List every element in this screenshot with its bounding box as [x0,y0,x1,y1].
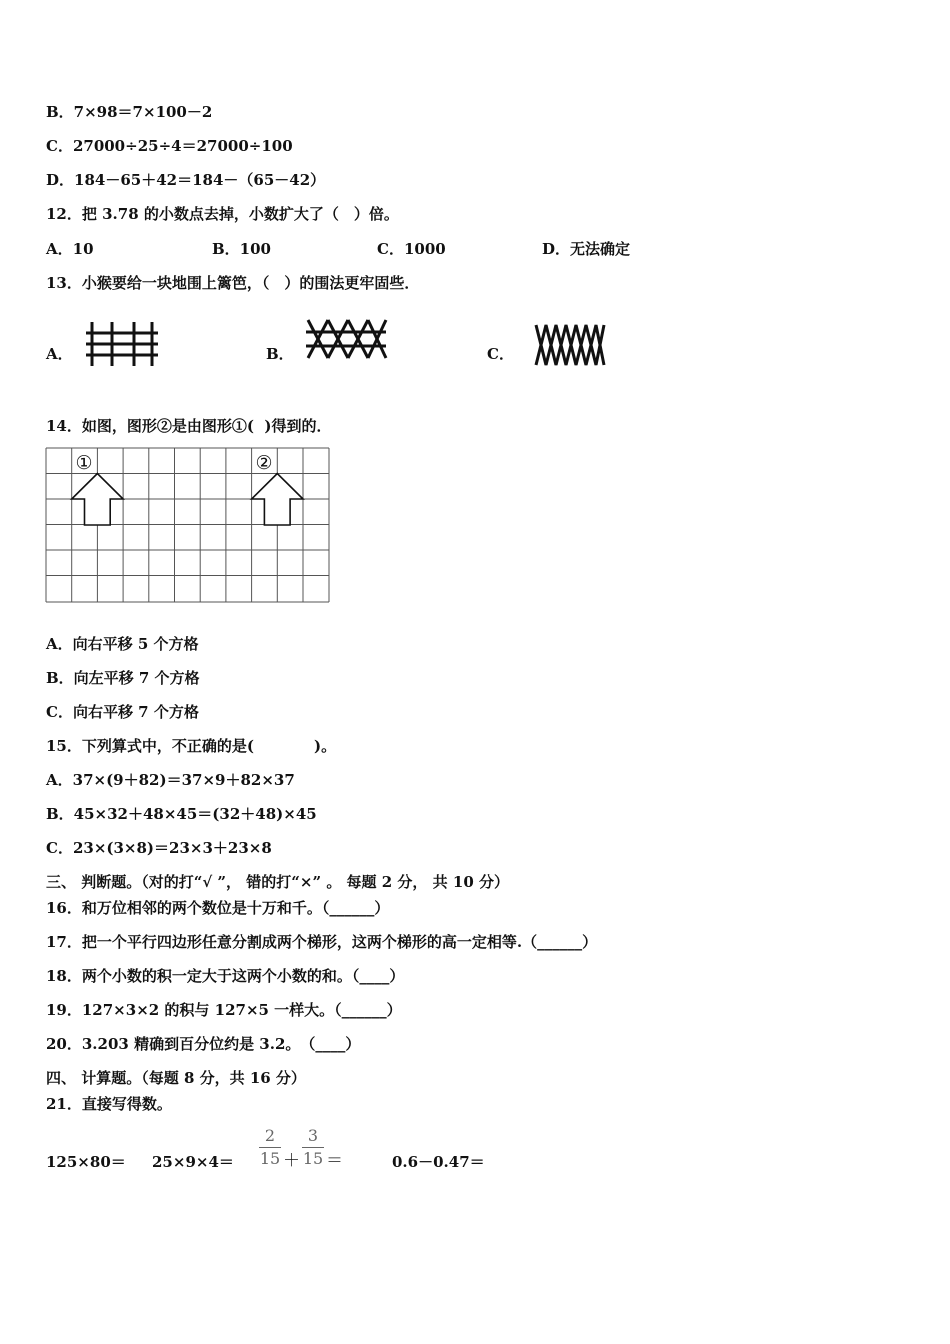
q16: 16．和万位相邻的两个数位是十万和千。（______） [46,899,390,917]
section3-title: 三、 判断题。（对的打“√ ”， 错的打“×” 。 每题 2 分， 共 10 分） [46,873,509,891]
q21-expr-1: 125×80＝ [46,1153,126,1171]
fence-cross-icon [302,316,390,362]
q13-stem: 13．小猴要给一块地围上篱笆，（ ）的围法更牢固些． [46,274,420,292]
q13-option-a: A． [46,345,73,363]
q14-option-c: C．向右平移 7 个方格 [46,703,199,721]
fraction-2 [302,1126,324,1169]
equals-sign: ＝ [326,1151,343,1171]
fence-zigzag-icon [532,322,608,368]
q12-option-d: D．无法确定 [542,240,631,258]
q14-option-a: A．向右平移 5 个方格 [46,635,199,653]
q15-option-b: B．45×32＋48×45＝(32＋48)×45 [46,805,317,823]
fence-grid-icon [84,320,160,368]
q18: 18．两个小数的积一定大于这两个小数的和。（____） [46,967,405,985]
q15-stem: 15．下列算式中，不正确的是( )。 [46,737,337,755]
q21-expr-4: 0.6－0.47＝ [392,1153,485,1171]
translation-grid [45,447,331,605]
q19: 19．127×3×2 的积与 127×5 一样大。（______） [46,1001,402,1019]
fraction-2-denominator: 15 [302,1149,324,1168]
q12-stem: 12．把 3.78 的小数点去掉，小数扩大了（ ）倍。 [46,205,399,223]
section4-title: 四、 计算题。（每题 8 分，共 16 分） [46,1069,306,1087]
q15-option-c: C．23×(3×8)＝23×3＋23×8 [46,839,272,857]
q14-option-b: B．向左平移 7 个方格 [46,669,200,687]
figure-label-1: ① [75,452,93,474]
q11-option-c: C．27000÷25÷4＝27000÷100 [46,137,293,155]
figure-label-2: ② [255,452,273,474]
q14-stem: 14．如图，图形②是由图形①( )得到的． [46,417,332,435]
plus-sign: ＋ [283,1151,300,1171]
fraction-1-denominator: 15 [259,1149,281,1168]
q15-option-a: A．37×(9＋82)＝37×9＋82×37 [46,771,295,789]
q13-option-c: C． [487,345,514,363]
q12-option-a: A．10 [46,240,94,258]
q20: 20．3.203 精确到百分位约是 3.2。 （____） [46,1035,361,1053]
q11-option-b: B．7×98＝7×100－2 [46,103,213,121]
fraction-2-numerator: 3 [307,1126,319,1145]
q11-option-d: D．184－65＋42＝184－（65－42） [46,171,326,189]
q17: 17．把一个平行四边形任意分割成两个梯形，这两个梯形的高一定相等.（______） [46,933,598,951]
arrow-shape-2 [252,474,303,526]
q12-option-c: C．1000 [377,240,446,258]
q13-option-b: B． [266,345,294,363]
q21-expr-2: 25×9×4＝ [152,1153,234,1171]
arrow-shape-1 [72,474,123,526]
fraction-1 [259,1126,281,1169]
q21-stem: 21．直接写得数。 [46,1095,172,1113]
fraction-1-numerator: 2 [264,1126,276,1145]
q12-option-b: B．100 [212,240,271,258]
